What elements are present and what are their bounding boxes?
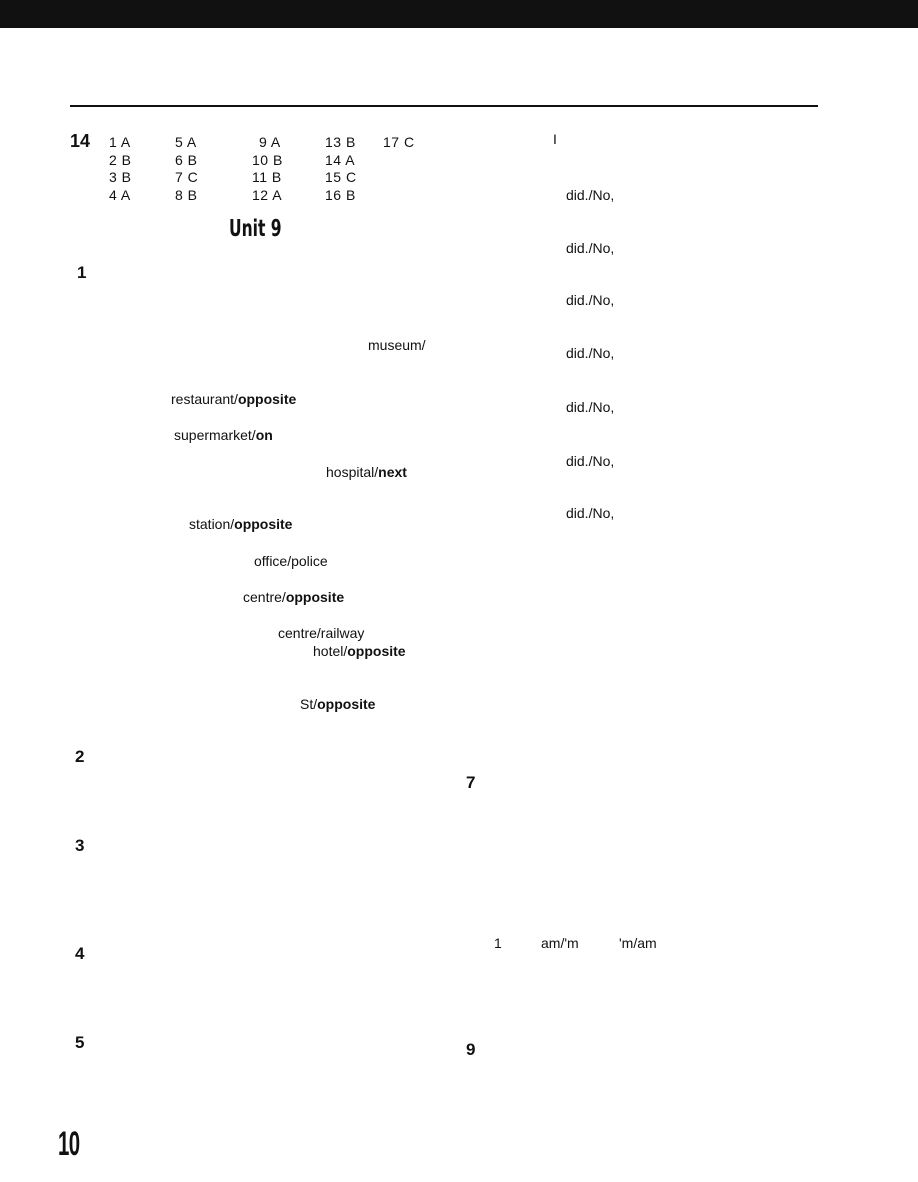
did-no-7: did./No, [566,505,615,521]
frag-station: station/opposite [189,516,293,532]
answer-7: 7 C [175,169,199,185]
answer-4: 4 A [109,187,131,203]
header-bar [0,0,918,28]
page-number: 10 [58,1125,80,1163]
frag-supermarket: supermarket/on [174,427,273,443]
answer-15: 15 C [325,169,357,185]
answer-16: 16 B [325,187,356,203]
ex8-answer-a: am/'m [541,935,579,951]
answer-10: 10 B [252,152,283,168]
answer-12: 12 A [252,187,283,203]
exercise-14-number: 14 [70,131,91,151]
answer-13: 13 B [325,134,356,150]
answer-9: 9 A [259,134,281,150]
answer-6: 6 B [175,152,198,168]
ex8-answer-b: 'm/am [619,935,657,951]
exercise-7-number: 7 [466,773,476,792]
frag-st: St/opposite [300,696,376,712]
unit-title: Unit 9 [229,216,282,242]
exercise-2-number: 2 [75,747,85,766]
frag-office: office/police [254,553,328,569]
frag-centre-1: centre/opposite [243,589,345,605]
header-rule [70,105,818,107]
frag-restaurant: restaurant/opposite [171,391,297,407]
did-no-2: did./No, [566,240,615,256]
exercise-9-number: 9 [466,1040,476,1059]
answer-2: 2 B [109,152,132,168]
exercise-4-number: 4 [75,944,85,963]
answer-8: 8 B [175,187,198,203]
answer-14: 14 A [325,152,356,168]
answer-5: 5 A [175,134,197,150]
frag-museum: museum/ [368,337,426,353]
did-no-4: did./No, [566,345,615,361]
frag-centre-2: centre/railway [278,625,365,641]
answer-11: 11 B [252,169,282,185]
did-no-1: did./No, [566,187,615,203]
exercise-3-number: 3 [75,836,85,855]
frag-hospital: hospital/next [326,464,407,480]
ex8-item-number: 1 [494,935,502,951]
answer-17: 17 C [383,134,415,150]
did-no-5: did./No, [566,399,615,415]
did-no-3: did./No, [566,292,615,308]
frag-hotel: hotel/opposite [313,643,406,659]
answer-3: 3 B [109,169,132,185]
exercise-5-number: 5 [75,1033,85,1052]
exercise-1-number: 1 [77,263,87,282]
did-no-6: did./No, [566,453,615,469]
marker-i: I [553,131,557,147]
answer-1: 1 A [109,134,131,150]
